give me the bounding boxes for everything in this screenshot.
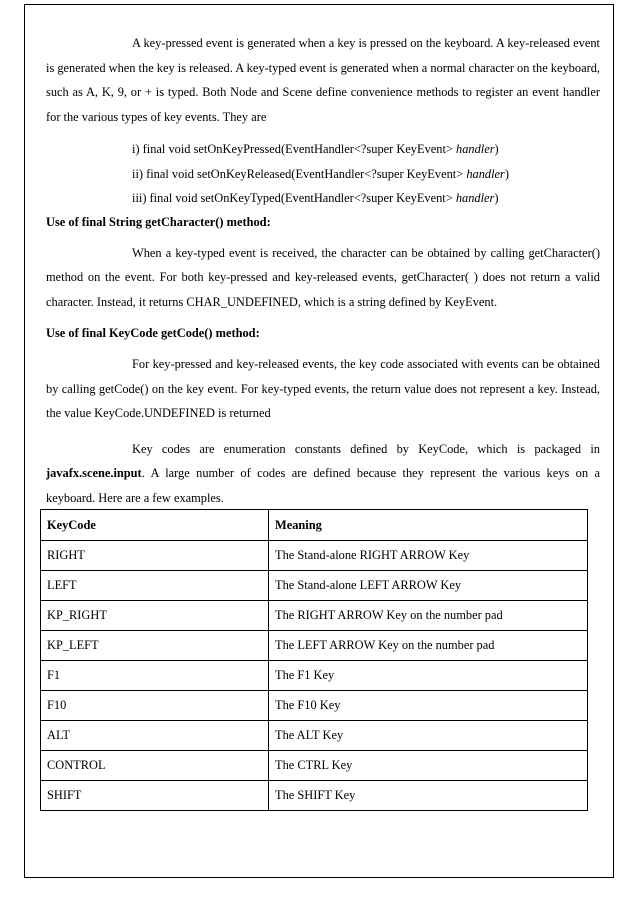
- table-row: [41, 541, 588, 571]
- keycode-cell: KP_RIGHT: [41, 601, 269, 631]
- table-row: [41, 751, 588, 781]
- keycode-table: [40, 509, 588, 811]
- meaning-cell: The CTRL Key: [269, 751, 588, 781]
- table-row: [41, 691, 588, 721]
- method-param: handler: [456, 142, 495, 156]
- table-row: [41, 721, 588, 751]
- meaning-cell: The RIGHT ARROW Key on the number pad: [269, 601, 588, 631]
- keycode-cell: CONTROL: [41, 751, 269, 781]
- meaning-cell: The LEFT ARROW Key on the number pad: [269, 631, 588, 661]
- keycode-cell: F1: [41, 661, 269, 691]
- column-header-meaning: Meaning: [269, 510, 588, 541]
- meaning-cell: The SHIFT Key: [269, 781, 588, 811]
- key-codes-text: Key codes are enumeration constants defined by KeyCode, which is packaged in: [132, 441, 600, 456]
- get-character-paragraph: When a key-typed event is received, the character can be obtained by calling getCharacter() method on the event. For both key-pressed and key-released events, getCharacter( ) does not return a valid character. Instead, it returns CHAR_UNDEFINED, which is a string defined by KeyEvent.: [46, 245, 600, 309]
- table-row: [41, 601, 588, 631]
- table-row: [41, 571, 588, 601]
- method-close: ): [494, 191, 499, 206]
- method-set-on-key-pressed: [132, 137, 600, 162]
- meaning-cell: The Stand-alone LEFT ARROW Key: [269, 571, 588, 601]
- heading-get-code: Use of final KeyCode getCode() method:: [46, 326, 260, 341]
- table-row: [41, 781, 588, 811]
- method-param: handler: [455, 191, 495, 206]
- key-codes-text-end: . A large number of codes are defined because they represent the various keys on a keyboard. Here are a few examples.: [46, 466, 600, 505]
- keycode-cell: RIGHT: [41, 541, 269, 571]
- method-signature: i) final void setOnKeyPressed(EventHandler<?super KeyEvent>: [132, 142, 456, 156]
- package-name: javafx.scene.input: [46, 466, 142, 481]
- meaning-cell: The ALT Key: [269, 721, 588, 751]
- heading-get-character: Use of final String getCharacter() method:: [46, 214, 271, 229]
- keycode-cell: ALT: [41, 721, 269, 751]
- intro-paragraph: A key-pressed event is generated when a key is pressed on the keyboard. A key-released event is generated when the key is released. A key-typed event is generated when a normal character on the keyboard, such as A, K, 9, or + is typed. Both Node and Scene define convenience methods to register an event handler for the various types of key events. They are: [46, 36, 600, 124]
- keycode-cell: F10: [41, 691, 269, 721]
- method-signature: ii) final void setOnKeyReleased(EventHandler<?super KeyEvent>: [132, 166, 467, 181]
- keycode-cell: SHIFT: [41, 781, 269, 811]
- keycode-cell: KP_LEFT: [41, 631, 269, 661]
- keycode-cell: LEFT: [41, 571, 269, 601]
- method-param: handler: [466, 166, 505, 181]
- method-close: ): [504, 166, 509, 181]
- method-close: ): [494, 142, 499, 156]
- document-body: [46, 31, 600, 510]
- table-row: [41, 661, 588, 691]
- method-set-on-key-typed: [132, 186, 600, 211]
- table-row: [41, 631, 588, 661]
- table-header-row: [41, 510, 588, 541]
- meaning-cell: The F10 Key: [269, 691, 588, 721]
- meaning-cell: The Stand-alone RIGHT ARROW Key: [269, 541, 588, 571]
- method-signature: iii) final void setOnKeyTyped(EventHandler<?super KeyEvent>: [132, 191, 456, 206]
- column-header-keycode: KeyCode: [41, 510, 269, 541]
- get-code-paragraph: For key-pressed and key-released events, the key code associated with events can be obtained by calling getCode() on the key event. For key-typed events, the return value does not represent a key. Instead, the value KeyCode.UNDEFINED is returned: [46, 357, 600, 421]
- meaning-cell: The F1 Key: [269, 661, 588, 691]
- key-codes-paragraph: [46, 437, 600, 511]
- method-set-on-key-released: [132, 162, 600, 187]
